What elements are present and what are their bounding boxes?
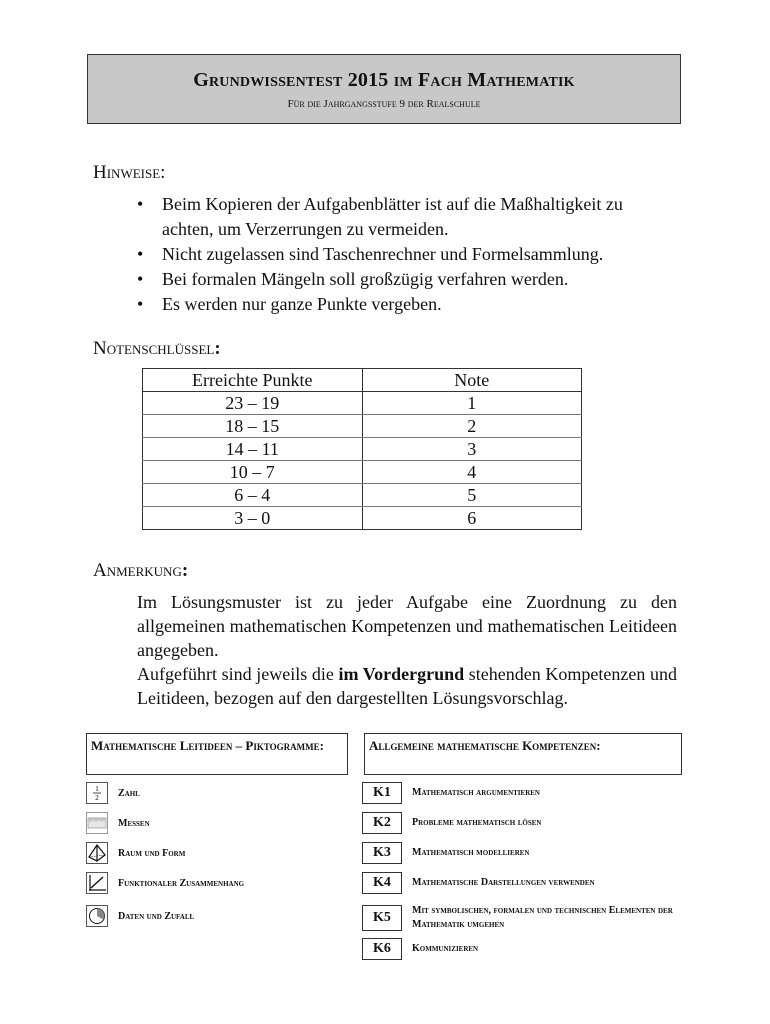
column-header-points: Erreichte Punkte xyxy=(143,369,363,392)
remark-text xyxy=(137,590,677,710)
kompetenz-row xyxy=(362,938,478,960)
kompetenz-label: Kommunizieren xyxy=(412,943,479,954)
leitidee-label: Zahl xyxy=(118,787,140,799)
kompetenz-code: K3 xyxy=(362,842,402,864)
title-box xyxy=(87,54,681,124)
fraction-icon xyxy=(86,782,108,804)
table-row: 3 – 0 6 xyxy=(143,507,582,530)
leitidee-label: Raum und Form xyxy=(118,847,186,859)
remark-heading: Anmerkung: xyxy=(93,560,189,581)
leitidee-row xyxy=(86,812,150,834)
kompetenz-row xyxy=(362,842,529,864)
leitidee-label: Funktionaler Zusammenhang xyxy=(118,877,245,889)
table-row: 18 – 15 2 xyxy=(143,415,582,438)
kompetenz-row xyxy=(362,812,541,834)
svg-text:2: 2 xyxy=(95,794,99,802)
leitidee-row xyxy=(86,842,185,864)
leitideen-header: Mathematische Leitideen – Piktogramme: xyxy=(86,733,348,775)
grading-table xyxy=(142,368,582,530)
kompetenzen-header: Allgemeine mathematische Kompetenzen: xyxy=(364,733,682,775)
ruler-icon xyxy=(86,812,108,834)
kompetenz-row xyxy=(362,872,595,894)
grading-heading: Notenschlüssel: xyxy=(93,338,221,359)
hints-list xyxy=(137,192,677,317)
kompetenz-row xyxy=(362,782,540,804)
kompetenz-row xyxy=(362,904,702,932)
pie-chart-icon xyxy=(86,905,108,927)
kompetenz-label: Probleme mathematisch lösen xyxy=(412,817,542,828)
table-row: 23 – 19 1 xyxy=(143,392,582,415)
page-title: Grundwissentest 2015 im Fach Mathematik xyxy=(193,69,575,91)
list-item: • Beim Kopieren der Aufgabenblätter ist auf die Maßhaltigkeit zu achten, um Verzerrungen zu vermeiden. xyxy=(137,192,677,242)
leitidee-row xyxy=(86,872,244,894)
remark-paragraph: Im Lösungsmuster ist zu jeder Aufgabe eine Zuordnung zu den allgemeinen mathematischen Kompetenzen und mathematischen Leitideen angegeben. xyxy=(137,592,677,660)
table-row: 6 – 4 5 xyxy=(143,484,582,507)
column-header-grade: Note xyxy=(362,369,582,392)
table-row: 10 – 7 4 xyxy=(143,461,582,484)
kompetenz-label: Mathematisch modellieren xyxy=(412,847,530,858)
kompetenz-label: Mathematische Darstellungen verwenden xyxy=(412,877,595,888)
remark-paragraph: Aufgeführt sind jeweils die im Vordergrund stehenden Kompetenzen und Leitideen, bezogen auf den dargestellten Lösungsvorschlag. xyxy=(137,664,677,708)
kompetenz-code: K5 xyxy=(362,905,402,931)
table-row: 14 – 11 3 xyxy=(143,438,582,461)
graph-icon xyxy=(86,872,108,894)
kompetenz-code: K2 xyxy=(362,812,402,834)
leitidee-row xyxy=(86,782,140,804)
kompetenz-label: Mit symbolischen, formalen und technischen Elementen der Mathematik umgehen xyxy=(412,905,673,930)
kompetenz-code: K6 xyxy=(362,938,402,960)
table-header-row xyxy=(143,369,582,392)
leitidee-label: Daten und Zufall xyxy=(118,910,195,922)
page-subtitle: Für die Jahrgangsstufe 9 der Realschule xyxy=(287,98,481,110)
hints-heading: Hinweise: xyxy=(93,162,166,183)
svg-text:1: 1 xyxy=(95,785,99,793)
list-item: • Es werden nur ganze Punkte vergeben. xyxy=(137,292,677,317)
list-item: • Nicht zugelassen sind Taschenrechner und Formelsammlung. xyxy=(137,242,677,267)
list-item: • Bei formalen Mängeln soll großzügig verfahren werden. xyxy=(137,267,677,292)
leitidee-row xyxy=(86,905,194,927)
kompetenz-code: K1 xyxy=(362,782,402,804)
kompetenz-label: Mathematisch argumentieren xyxy=(412,787,540,798)
leitidee-label: Messen xyxy=(118,817,150,829)
pyramid-icon xyxy=(86,842,108,864)
kompetenz-code: K4 xyxy=(362,872,402,894)
